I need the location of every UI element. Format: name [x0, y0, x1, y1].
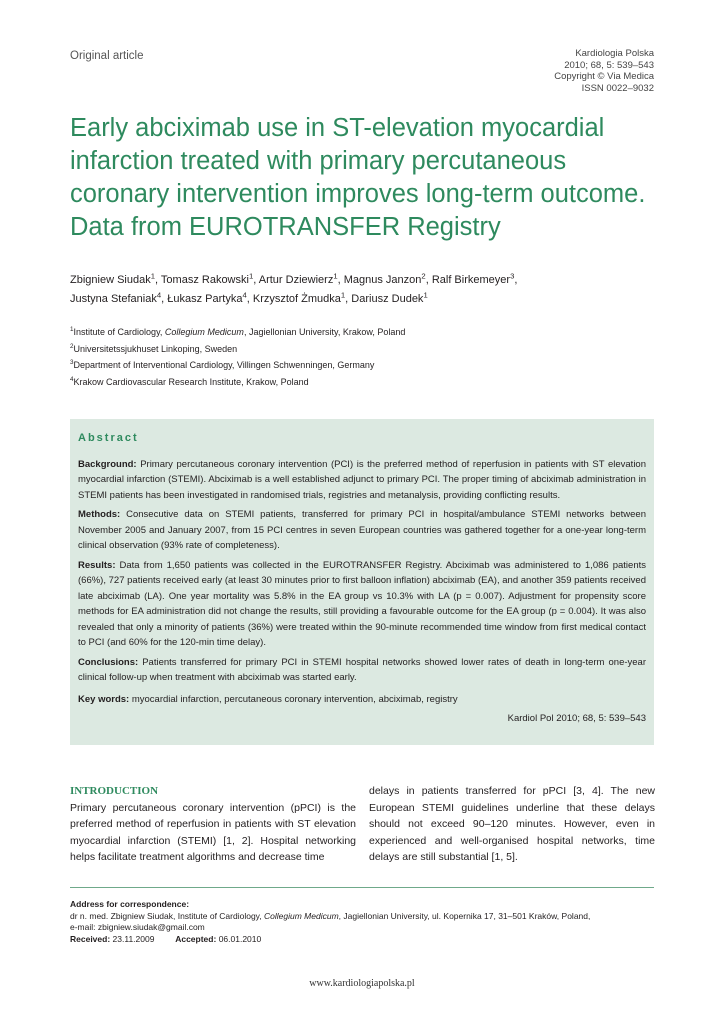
correspondence-heading: Address for correspondence: [70, 899, 190, 909]
correspondence-block [70, 899, 660, 945]
affiliation-3: $^3$Department of Interventional Cardiology, Villingen Schwenningen, Germany [70, 359, 375, 370]
abstract-background: Background: Primary percutaneous coronary intervention (PCI) is the preferred method of reperfusion in patients with ST elevation myocardial infarction (STEMI). Abciximab is a well established adjunct to primary PCI. The proper timing of abciximab administration in STEMI patients has been investigated in randomised trials, registries and metanalysis, providing conflicting results. [78, 458, 646, 501]
author: Artur Dziewierz$^1$, [258, 271, 344, 286]
abstract-heading: Abstract [78, 432, 139, 444]
author: Łukasz Partyka$^4$, [167, 289, 253, 305]
intro-heading: INTRODUCTION [70, 785, 159, 797]
correspondence-address: dr n. med. Zbigniew Siudak, Institute of Cardiology, Collegium Medicum, Jagiellonian University, ul. Kopernika 17, 31–501 Kraków, Poland, [70, 910, 591, 921]
footer-url[interactable]: www.kardiologiapolska.pl [309, 978, 415, 989]
abstract-results: Results: Data from 1,650 patients was collected in the EUROTRANSFER Registry. Abciximab was administered to 1,086 patients (66%), 727 patients received early (at least 30 minutes prior to first balloon inflation) abciximab (EA), and another 359 patients received late abciximab (LA). One year mortality was 5.8% in the EA group vs 10.3% with LA (p = 0.007). Adjustment for propensity score methods for EA administration did not change the results, still providing a favourable outcome for the EA group (p = 0.004). It was also revealed that only a minority of patients (36%) were treated within the 90-minute recommended time window from first medical contact to PCI (and 60% for the 120-min time delay). [78, 559, 646, 648]
abstract-keywords: Key words: myocardial infarction, percutaneous coronary intervention, abciximab, registry [78, 693, 458, 705]
intro-text-right: delays in patients transferred for pPCI [3, 4]. The new European STEMI guidelines underline that these delays should not exceed 90–120 minutes. However, even in experienced and well-organised hospital networks, time delays are still substantial [1, 5]. [369, 785, 655, 863]
affiliation-4: $^4$Krakow Cardiovascular Research Institute, Krakow, Poland [70, 375, 309, 387]
article-title: Early abciximab use in ST-elevation myocardial infarction treated with primary percutaneous coronary intervention improves long-term outcome. Data from EUROTRANSFER Registry [70, 114, 646, 241]
received-label: Received: [70, 933, 111, 944]
article-type-label: Original article [70, 50, 144, 62]
received-date: 23.11.2009 [112, 933, 155, 944]
author: Magnus Janzon$^2$, [343, 271, 432, 286]
author: Ralf Birkemeyer$^3$, [431, 271, 518, 286]
author: Krzysztof Żmudka$^1$, [252, 289, 352, 305]
author: Zbigniew Siudak$^1$, [70, 271, 161, 286]
citation: Kardiol Pol 2010; 68, 5: 539–543 [507, 713, 646, 724]
affiliation-2: $^2$Universitetssjukhuset Linkoping, Sweden [70, 342, 238, 354]
correspondence-email[interactable]: e-mail: zbigniew.siudak@gmail.com [70, 922, 205, 932]
intro-column-left [70, 783, 356, 866]
affiliation-list [70, 324, 660, 390]
journal-name: Kardiologia Polska [575, 48, 654, 59]
accepted-label: Accepted: [175, 933, 217, 944]
abstract-methods: Methods: Consecutive data on STEMI patients, transferred for primary PCI in hospital/ambulance STEMI networks between November 2005 and January 2007, from 15 PCI centres in seven European countries was gathered together for a one-year long-term clinical observation (93% rate of completeness). [78, 509, 646, 551]
intro-column-right [369, 783, 655, 866]
journal-copyright: Copyright © Via Medica [554, 71, 654, 82]
intro-text-left: Primary percutaneous coronary intervention (pPCI) is the preferred method of reperfusion in patients with ST elevation myocardial infarction (STEMI) [1, 2]. Hospital networking helps facilitate treatment algorithms and decrease time [70, 801, 356, 863]
abstract-conclusions: Conclusions: Patients transferred for primary PCI in STEMI hospital networks showed lower rates of death in long-term one-year clinical follow-up when treatment with abciximab was started early. [78, 656, 646, 683]
accepted-date: 06.01.2010 [218, 933, 262, 944]
author-list [70, 271, 660, 308]
journal-volume: 2010; 68, 5: 539–543 [564, 59, 654, 71]
author: Dariusz Dudek$^1$ [351, 289, 428, 305]
author: Tomasz Rakowski$^1$, [160, 271, 259, 286]
journal-meta [554, 48, 654, 94]
author: Justyna Stefaniak$^4$, [70, 289, 168, 305]
abstract-box [70, 419, 654, 745]
affiliation-1: $^1$Institute of Cardiology, Collegium Medicum, Jagiellonian University, Krakow, Poland [70, 326, 406, 337]
journal-issn: ISSN 0022–9032 [581, 82, 654, 94]
divider [70, 887, 654, 888]
dates-line [70, 934, 660, 946]
